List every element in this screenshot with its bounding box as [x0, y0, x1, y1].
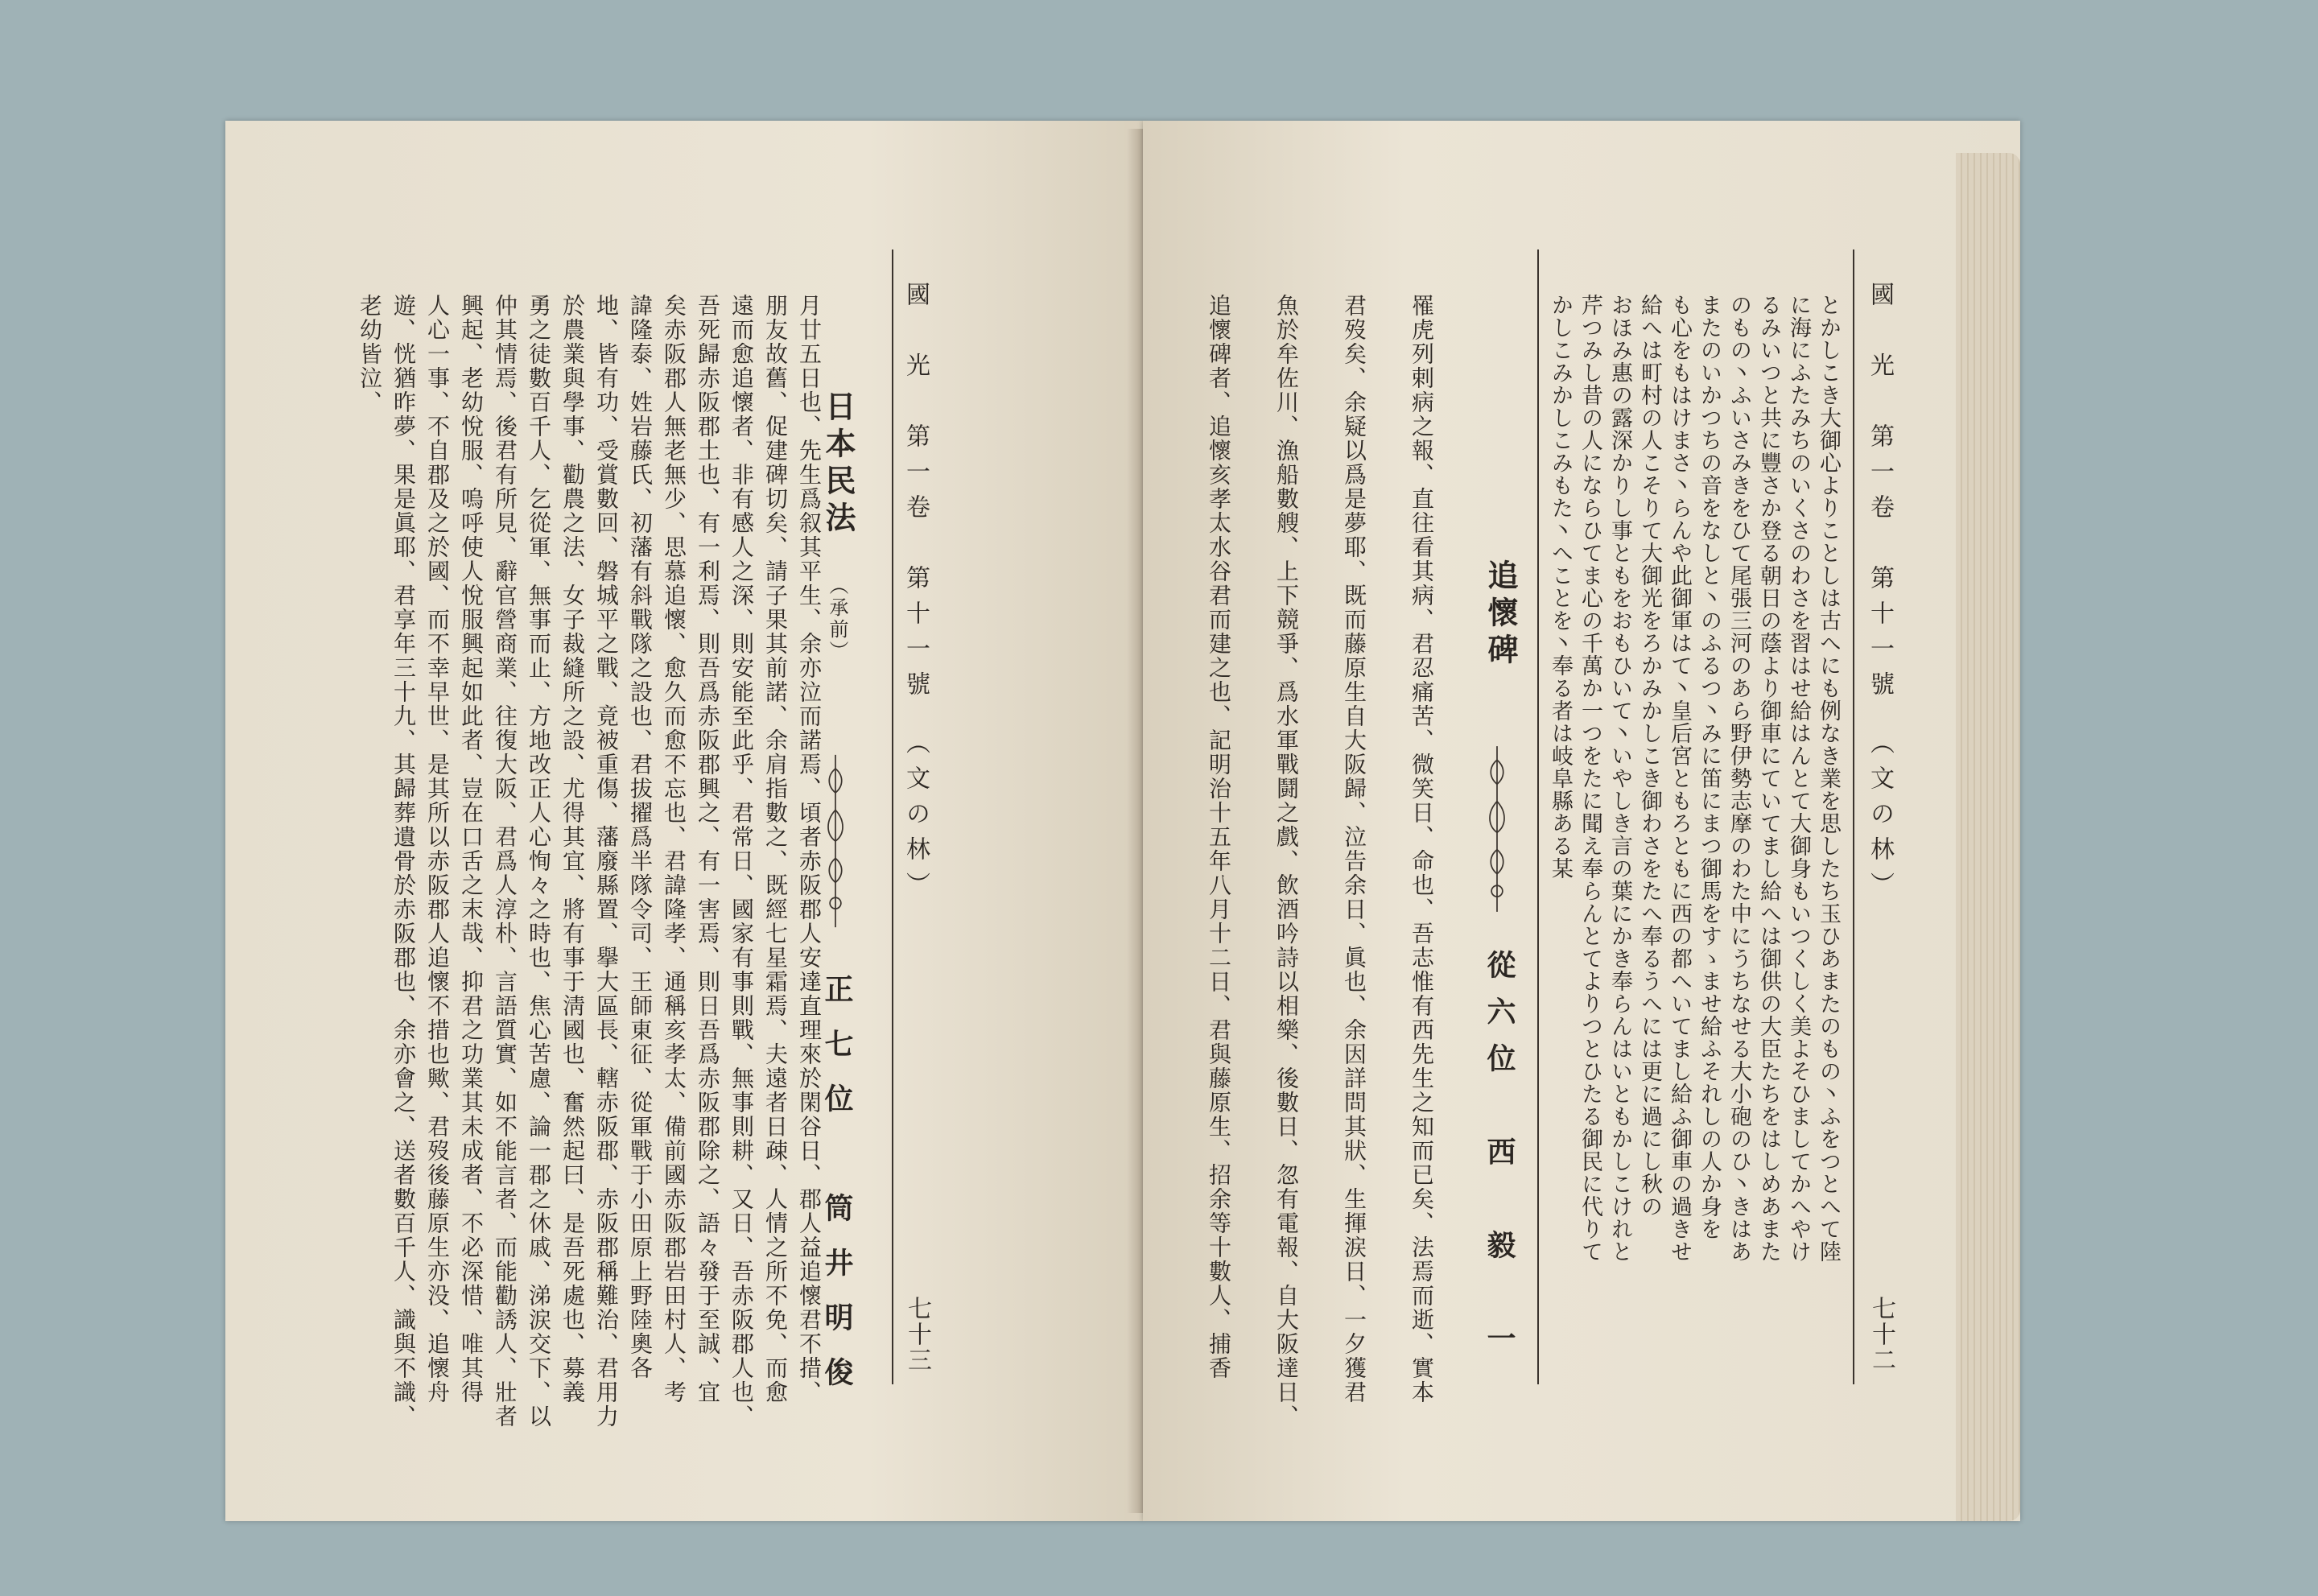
text-column: 勇之徒數百千人、乞從軍、無事而止、方地改正人心恂々之時也、焦心苦慮、論一郡之休戚、涕涙交下、以 — [526, 294, 552, 1429]
text-column: 老幼皆泣、 — [357, 294, 383, 414]
text-column: 仲其情焉、後君有所見、辭官營商業、往復大阪、君爲人淳朴、言語質實、如不能言者、而能勸誘人、壯者 — [492, 294, 518, 1429]
floral-ornament-icon — [826, 740, 845, 942]
left-author: 正七位 筒井明俊 — [820, 974, 854, 1412]
poem-column: 給へは町村の人こそりて大御光をろかみかしこき御わさをたへ奉るうへには更に過にし秋の — [1637, 294, 1662, 1218]
right-title-rule-1 — [1537, 250, 1539, 1384]
page-edges — [1956, 153, 2020, 1521]
left-title-rule — [892, 250, 893, 1384]
poem-column: るみいつと共に豐さか登る朝日の蔭より御車にていてまし給へは御供の大臣たちをはしめあまた — [1756, 294, 1781, 1263]
right-author: 從六位 西 毅 一 — [1483, 950, 1516, 1370]
right-page-number: 七十二 — [1867, 1296, 1895, 1373]
text-column: 君歿矣、余疑以爲是夢耶、既而藤原生自大阪歸、泣告余日、眞也、余因詳問其狀、生揮涙日、一夕獲君 — [1341, 294, 1367, 1404]
text-column: 於農業與學事、勸農之法、女子裁縫所之設、尤得其宜、將有事于淸國也、奮然起曰、是吾死處也、募義 — [559, 294, 586, 1404]
poem-column: かしこみかしこみもた丶へことを丶奉る者は岐阜縣ある某 — [1548, 294, 1573, 880]
left-page-number: 七十三 — [903, 1296, 931, 1373]
poem-column: のもの丶ふいさみきをひて尾張三河のあら野伊勢志摩のわた中にうちなせる大小砲のひ丶きはあ — [1726, 294, 1751, 1263]
text-column: 遊、恍猶昨夢、果是眞耶、君享年三十九、其歸葬遺骨於赤阪郡也、余亦會之、送者數百千人、識與不識、 — [390, 294, 417, 1429]
text-column: 矣赤阪郡人無老無少、思慕追懷、愈久而愈不忘也、君諱隆孝、通稱亥孝太、備前國赤阪郡岩田村人、考 — [661, 294, 687, 1404]
left-running-head: 國 光 第一卷 第十一號 （文の林） — [901, 282, 930, 907]
poem-column: に海にふたみちのいくさのわさを習はせ給はんとて大御身もいつくしく美よそひましてかへやけ — [1786, 294, 1811, 1263]
left-article-title: 日本民法 — [820, 390, 856, 538]
text-column: 吾死歸赤阪郡土也、有一利焉、則吾爲赤阪郡興之、有一害焉、則日吾爲赤阪郡除之、語々發于至誠、宜 — [695, 294, 721, 1404]
text-column: 地、皆有功、受賞數回、磐城平之戰、竟被重傷、藩廢縣置、擧大區長、轄赤阪郡、赤阪郡稱難治、君用力 — [593, 294, 620, 1429]
right-running-head: 國 光 第一卷 第十一號 （文の林） — [1866, 282, 1894, 907]
right-head-rule — [1853, 250, 1854, 1384]
text-column: 朋友故舊、促建碑切矣、請子果其前諾、余肩指數之、既經七星霜焉、夫遠者日疎、人情之所不免、而愈 — [762, 294, 789, 1404]
right-article-title: 追懷碑 — [1483, 559, 1519, 670]
text-column: 諱隆泰、姓岩藤氏、初藩有斜戰隊之設也、君拔擢爲半隊令司、王師東征、從軍戰于小田原上野陸奧各 — [627, 294, 654, 1380]
text-column: 追懷碑者、追懷亥孝太水谷君而建之也、記明治十五年八月十二日、君與藤原生、招余等十數人、捕香 — [1206, 294, 1232, 1380]
text-column: 罹虎列剌病之報、直往看其病、君忍痛苦、微笑日、命也、吾志惟有西先生之知而已矣、法焉而逝、實本 — [1409, 294, 1435, 1404]
text-column: 人心一事、不自郡及之於國、而不幸早世、是其所以赤阪郡人追懷不措也歟、君歿後藤原生亦没、追懷舟 — [424, 294, 451, 1404]
left-article-title-note: （承前） — [826, 575, 848, 662]
poem-column: とかしこき大御心よりことしは古へにも例なき業を思したち玉ひあまたのもの丶ふをつとへて陸 — [1816, 294, 1841, 1263]
text-column: 月廿五日也、先生爲叙其平生、余亦泣而諾焉、頃者赤阪郡人安達直理來於閑谷日、郡人益追懷君不措、 — [796, 294, 823, 1404]
book-spread — [201, 105, 2077, 1521]
poem-column: またのいかつちの音をなしと丶のふるつ丶みに笛にまつ御馬をすゝませ給ふそれしの人か身を — [1697, 294, 1722, 1240]
poem-column: 芹つみし昔の人にならひてま心の千萬か一つをたに聞え奉らんとてよりつとひたる御民に代りて — [1578, 294, 1602, 1263]
poem-column: おほみ惠の露深かりし事ともをおもひいて丶いやしき言の葉にかき奉らんはいともかしこけれと — [1607, 294, 1632, 1263]
poem-column: も心をもはけまさ丶らんや此御軍はて丶皇后宮ともろともに西の都へいてまし給ふ御車の過きせ — [1667, 294, 1692, 1263]
left-page — [225, 121, 1143, 1521]
right-page — [1143, 121, 2020, 1521]
text-column: 興起、老幼悅服、嗚呼使人悅服興起如此者、豈在口舌之末哉、抑君之功業其未成者、不必深惜、唯其得 — [458, 294, 485, 1404]
text-column: 遠而愈追懷者、非有感人之深、則安能至此乎、君常日、國家有事則戰、無事則耕、又日、吾赤阪郡人也、 — [728, 294, 755, 1429]
floral-ornament-icon — [1487, 732, 1507, 926]
text-column: 魚於牟佐川、漁船數艘、上下競爭、爲水軍戰鬪之戲、飲酒吟詩以相樂、後數日、忽有電報、自大阪達日、 — [1273, 294, 1300, 1429]
